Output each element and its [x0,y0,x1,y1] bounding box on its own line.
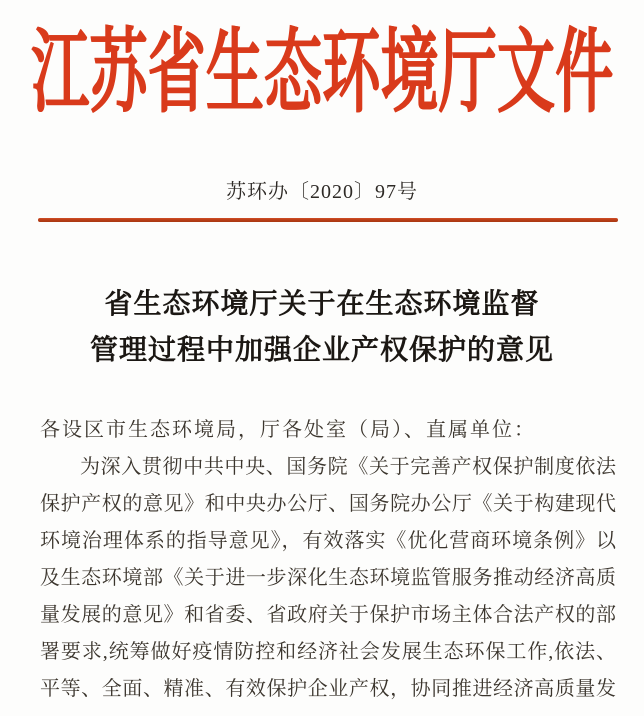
paragraph-line: 量发展的意见》和省委、省政府关于保护市场主体合法产权的部 [40,604,616,626]
paragraph-line: 平等、全面、精准、有效保护企业产权，协同推进经济高质量发 [40,678,616,700]
paragraph-line: 为深入贯彻中共中央、国务院《关于完善产权保护制度依法 [80,456,616,478]
paragraph-line: 保护产权的意见》和中央办公厅、国务院办公厅《关于构建现代 [40,493,616,515]
salutation-line: 各设区市生态环境局，厅各处室（局）、直属单位： [40,419,536,441]
document-number: 苏环办〔2020〕97号 [226,181,418,203]
paragraph-line: 署要求,统筹做好疫情防控和经济社会发展生态环保工作,依法、 [40,641,616,663]
document-title [0,282,644,374]
document-body [0,412,644,708]
paragraph-line: 环境治理体系的指导意见》，有效落实《优化营商环境条例》以 [40,530,616,552]
document-title-line-1: 省生态环境厅关于在生态环境监督 [104,289,540,320]
paragraph-line: 及生态环境部《关于进一步深化生态环境监管服务推动经济高质 [40,567,616,589]
document-title-line-2: 管理过程中加强企业产权保护的意见 [89,335,554,366]
red-divider-line [38,218,618,222]
letterhead-agency-title: 江 苏 省 生 态 环 境 厅 文 件 [31,21,613,125]
